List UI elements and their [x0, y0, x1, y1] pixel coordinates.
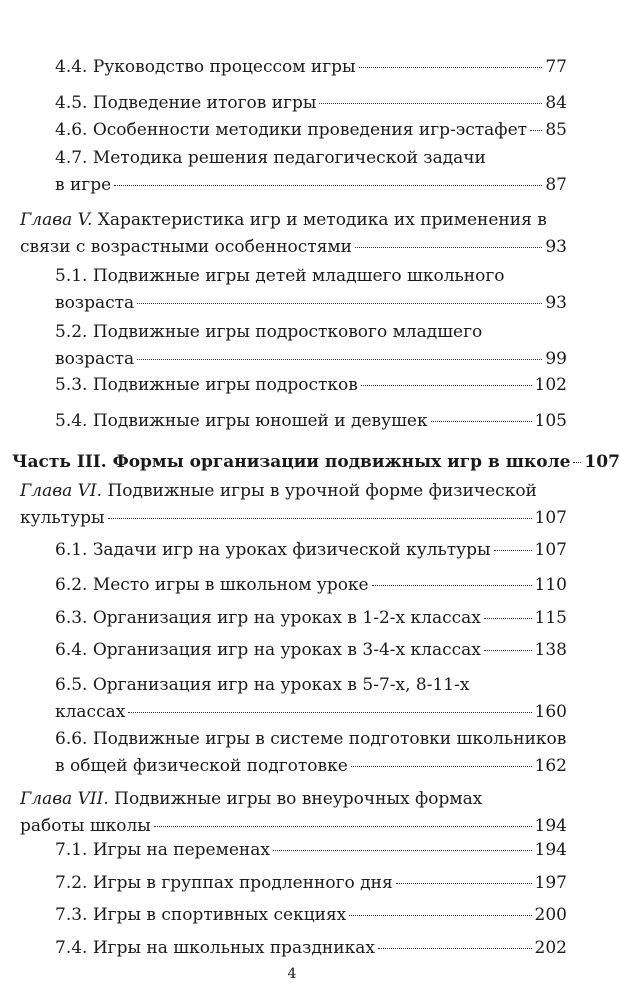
chapter-label: Глава V.: [20, 210, 93, 230]
section-title: 6.6. Подвижные игры в системе подготовки школьников: [55, 729, 567, 749]
section-title: 6.4. Организация игр на уроках в 3-4-х классах: [55, 640, 481, 660]
dot-leader: [378, 948, 532, 949]
chapter-title: работы школы: [20, 816, 151, 836]
dot-leader: [396, 883, 532, 884]
page-ref: 194: [534, 840, 567, 860]
page-ref: 102: [534, 375, 567, 395]
chapter-title: Характеристика игр и методика их применения в: [92, 210, 547, 230]
section-title: 5.1. Подвижные игры детей младшего школьного: [55, 266, 505, 286]
dot-leader: [484, 618, 532, 619]
section-title: 6.2. Место игры в школьном уроке: [55, 575, 369, 595]
dot-leader: [484, 650, 532, 651]
chapter-title: культуры: [20, 508, 105, 528]
section-title: 6.3. Организация игр на уроках в 1-2-х классах: [55, 608, 481, 628]
dot-leader: [128, 712, 531, 713]
page-number: 4: [287, 966, 297, 982]
chapter-title: связи с возрастными особенностями: [20, 237, 352, 257]
section-title: 4.6. Особенности методики проведения игр-эстафет: [55, 120, 528, 140]
page-ref: 138: [534, 640, 567, 660]
dot-leader: [355, 247, 542, 248]
dot-leader: [137, 303, 542, 304]
dot-leader: [530, 130, 542, 131]
dot-leader: [273, 850, 532, 851]
dot-leader: [137, 359, 542, 360]
page-ref: 84: [545, 93, 567, 113]
dot-leader: [494, 550, 532, 551]
chapter-title: Подвижные игры во внеурочных формах: [108, 789, 483, 809]
chapter-label: Глава VII.: [20, 789, 109, 809]
section-title: 5.4. Подвижные игры юношей и девушек: [55, 411, 428, 431]
page-ref: 85: [545, 120, 567, 140]
section-title: классах: [55, 702, 126, 722]
dot-leader: [114, 185, 542, 186]
dot-leader: [319, 103, 542, 104]
dot-leader: [154, 826, 532, 827]
dot-leader: [573, 462, 581, 463]
section-title: в игре: [55, 175, 112, 195]
dot-leader: [372, 585, 532, 586]
dot-leader: [431, 421, 532, 422]
dot-leader: [349, 915, 531, 916]
section-title: возраста: [55, 349, 135, 369]
part-title: Часть III. Формы организации подвижных игр в школе: [12, 452, 571, 472]
page-ref: 200: [534, 905, 567, 925]
dot-leader: [108, 518, 532, 519]
page-ref: 197: [534, 873, 567, 893]
page-ref: 110: [534, 575, 567, 595]
section-title: 5.2. Подвижные игры подросткового младшего: [55, 322, 483, 342]
section-title: возраста: [55, 293, 135, 313]
chapter-title: Подвижные игры в урочной форме физической: [102, 481, 537, 501]
page-ref: 93: [545, 237, 567, 257]
page-ref: 107: [534, 540, 567, 560]
page-ref: 202: [534, 938, 567, 958]
page-ref: 162: [534, 756, 567, 776]
dot-leader: [359, 67, 543, 68]
page-ref: 194: [534, 816, 567, 836]
page-ref: 87: [545, 175, 567, 195]
section-title: 4.7. Методика решения педагогической задачи: [55, 148, 486, 168]
page-ref: 105: [534, 411, 567, 431]
section-title: 5.3. Подвижные игры подростков: [55, 375, 358, 395]
page-ref: 160: [534, 702, 567, 722]
section-title: 4.4. Руководство процессом игры: [55, 57, 356, 77]
dot-leader: [351, 766, 532, 767]
page-ref: 115: [534, 608, 567, 628]
section-title: 4.5. Подведение итогов игры: [55, 93, 317, 113]
section-title: 7.1. Игры на переменах: [55, 840, 270, 860]
section-title: 6.5. Организация игр на уроках в 5-7-х, 8-11-х: [55, 675, 470, 695]
section-title: 7.3. Игры в спортивных секциях: [55, 905, 347, 925]
page-ref: 99: [545, 349, 567, 369]
section-title: 7.2. Игры в группах продленного дня: [55, 873, 393, 893]
section-title: в общей физической подготовке: [55, 756, 348, 776]
chapter-label: Глава VI.: [20, 481, 103, 501]
page-ref: 107: [534, 508, 567, 528]
page-ref: 77: [545, 57, 567, 77]
page-ref: 93: [545, 293, 567, 313]
page-ref: 107: [584, 452, 620, 472]
section-title: 7.4. Игры на школьных праздниках: [55, 938, 375, 958]
dot-leader: [361, 385, 532, 386]
section-title: 6.1. Задачи игр на уроках физической культуры: [55, 540, 491, 560]
